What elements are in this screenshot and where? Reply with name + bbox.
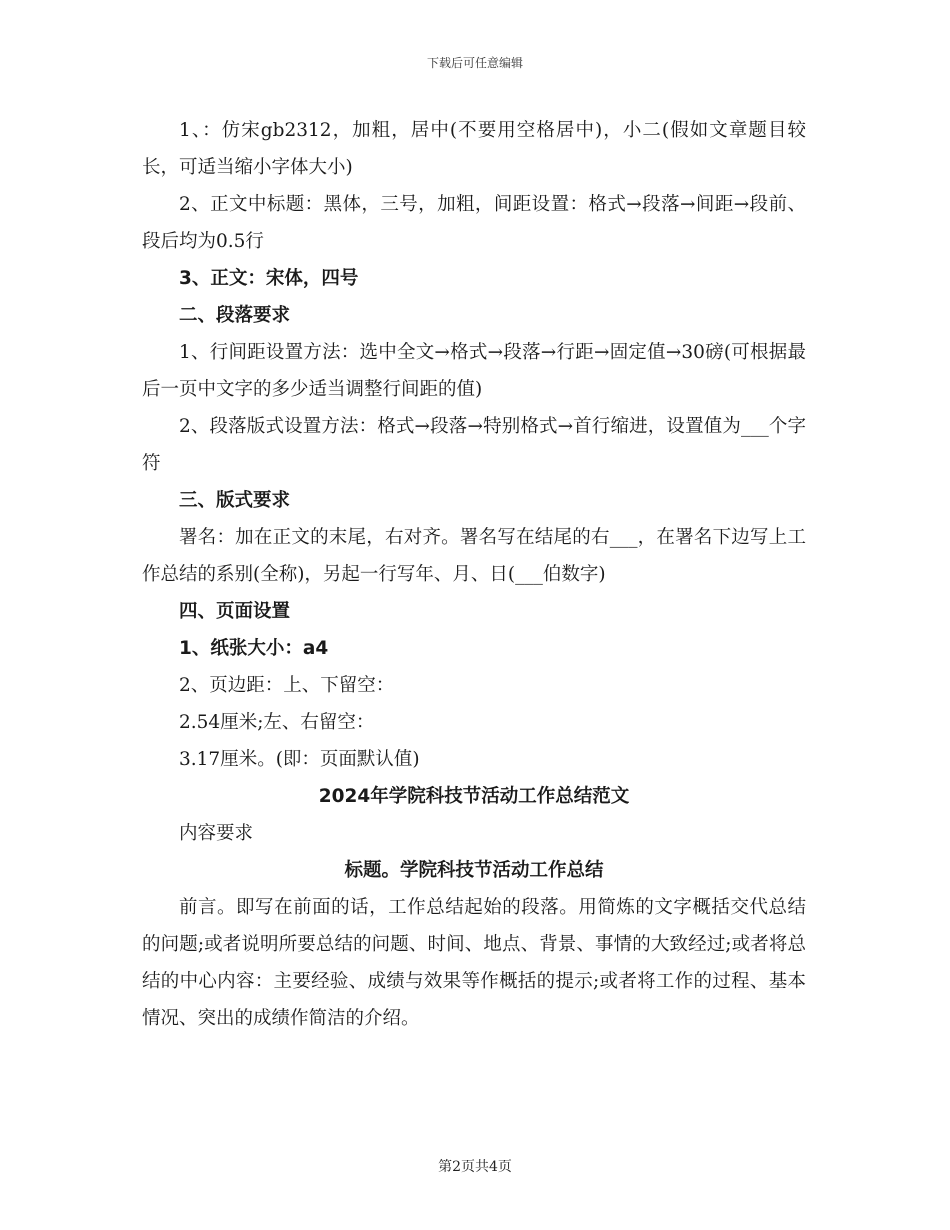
paragraph-heading-format: 2、正文中标题：黑体，三号，加粗，间距设置：格式→段落→间距→段前、段后均为0.5行: [142, 194, 806, 252]
paragraph-paper-size: 1、纸张大小：a4: [179, 638, 329, 659]
paragraph-indent: 2、段落版式设置方法：格式→段落→特别格式→首行缩进，设置值为___个字符: [142, 416, 806, 474]
paragraph-body-format: 3、正文：宋体，四号: [179, 268, 359, 289]
section-heading-page-setup: 四、页面设置: [179, 601, 291, 622]
paragraph-margins-top-bottom: 2.54厘米;左、右留空：: [179, 712, 375, 733]
document-body: [142, 112, 806, 1037]
paragraph-title-format: 1、：仿宋gb2312，加粗，居中(不要用空格居中)，小二(假如文章题目较长，可适当缩小字体大小): [142, 120, 806, 178]
paragraph-line-spacing: 1、行间距设置方法：选中全文→格式→段落→行距→固定值→30磅(可根据最后一页中文字的多少适当调整行间距的值): [142, 342, 806, 400]
section-heading-layout: 三、版式要求: [179, 490, 291, 511]
subtitle: 标题。学院科技节活动工作总结: [344, 860, 604, 881]
paragraph-signature: 署名：加在正文的末尾，右对齐。署名写在结尾的右___，在署名下边写上工作总结的系别(全称)，另起一行写年、月、日(___伯数字): [142, 527, 806, 585]
paragraph-margins: 2、页边距：上、下留空：: [179, 675, 395, 696]
document-title: 2024年学院科技节活动工作总结范文: [318, 786, 630, 807]
header-note: 下载后可任意编辑: [426, 56, 523, 70]
section-heading-paragraph: 二、段落要求: [179, 305, 291, 326]
page-number-footer: 第2页共4页: [438, 1159, 512, 1175]
paragraph-content-requirements: 内容要求: [179, 823, 254, 844]
paragraph-margins-left-right: 3.17厘米。(即：页面默认值): [179, 749, 420, 770]
paragraph-preface: 前言。即写在前面的话，工作总结起始的段落。用简炼的文字概括交代总结的问题;或者说明所要总结的问题、时间、地点、背景、事情的大致经过;或者将总结的中心内容：主要经验、成绩与效果等作概括的提示;或者将工作的过程、基本情况、突出的成绩作简洁的介绍。: [142, 897, 806, 1029]
